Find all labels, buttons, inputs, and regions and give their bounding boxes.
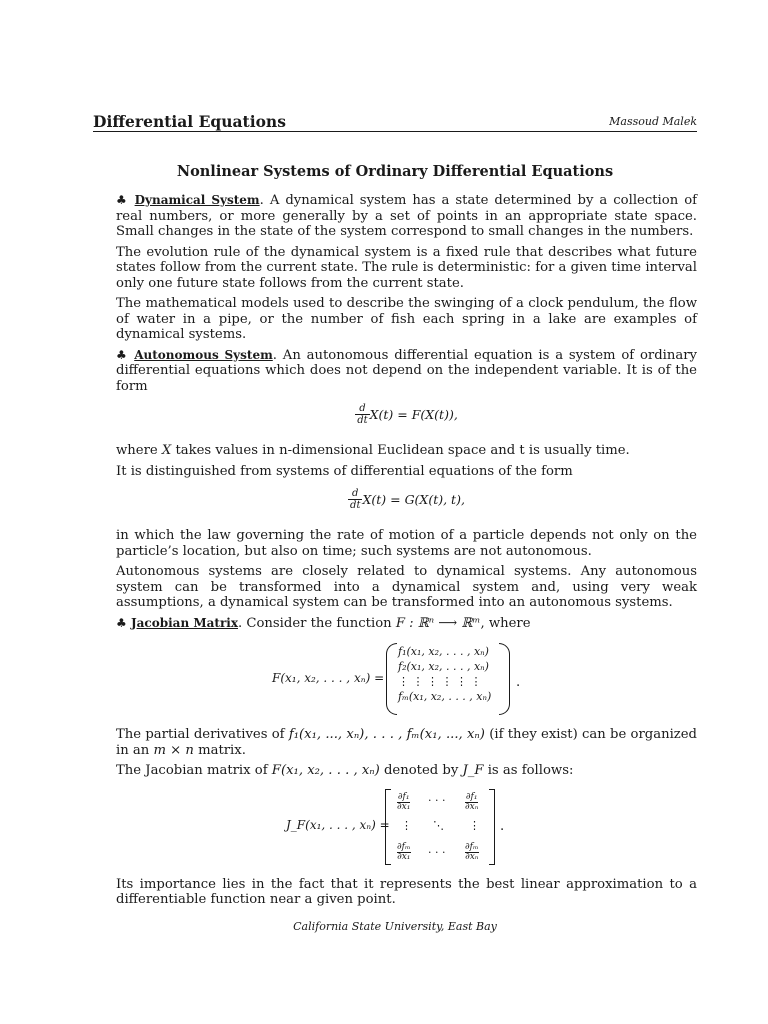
header-rule: [93, 131, 697, 132]
math-jf: J_F: [462, 763, 484, 778]
header-author: Massoud Malek: [609, 115, 697, 128]
jacobian-lhs: J_F(x₁, . . . , xₙ) =: [286, 817, 390, 832]
paragraph-closely-related: Autonomous systems are closely related to dynamical systems. Any autonomous system can be transformed into a dynamical system and, using very weak assumptions, a dynamical system can be transformed into an autonomous systems.: [116, 564, 697, 610]
fraction-numerator: d: [355, 403, 369, 415]
text-fragment: denoted by: [379, 763, 463, 778]
text-fragment: where: [116, 443, 162, 458]
math-x: X: [161, 443, 172, 458]
math-dimensions: m × n: [153, 742, 194, 758]
paragraph-evolution-rule: The evolution rule of the dynamical system is a fixed rule that describes what future states follow from the current state. The rule is deterministic: for a given time interval only one future state follows from the current state.: [116, 244, 697, 291]
paragraph-where-x: [116, 443, 697, 459]
vector-lhs: F(x₁, x₂, . . . , xₙ) =: [272, 671, 385, 685]
vdots: ⋮: [469, 818, 480, 832]
paragraph-text: . An autonomous differential equation is a system of ordinary differential equations which does not depend on the independent variable. It is of the form: [116, 347, 697, 394]
hdots: · · ·: [428, 845, 446, 859]
derivative-fraction: [348, 488, 362, 511]
document-title: Nonlinear Systems of Ordinary Differential Equations: [176, 163, 614, 180]
club-bullet-icon: ♣: [116, 347, 129, 362]
matrix-cell: [397, 793, 410, 812]
text-fragment: , where: [480, 615, 531, 631]
fraction-denominator: dt: [357, 415, 368, 426]
term-jacobian-matrix: Jacobian Matrix: [130, 615, 238, 630]
equation-nonautonomous: [116, 488, 697, 518]
right-paren: [499, 643, 510, 715]
cell-denominator: ∂x₁: [397, 801, 411, 812]
cell-numerator: ∂fₘ: [397, 841, 411, 852]
equation-autonomous: [116, 403, 697, 433]
left-paren: [386, 643, 397, 715]
cell-denominator: ∂x₁: [397, 851, 411, 862]
ddots: ⋱: [433, 818, 444, 832]
paragraph-distinguished: It is distinguished from systems of differential equations of the form: [116, 463, 573, 479]
paragraph-models: The mathematical models used to describe the swinging of a clock pendulum, the flow of water in a pipe, or the number of fish each spring in a lake are examples of dynamical systems.: [116, 296, 697, 342]
term-autonomous-system: Autonomous System: [134, 347, 273, 362]
cell-numerator: ∂f₁: [397, 791, 410, 802]
cell-denominator: ∂xₙ: [465, 851, 479, 862]
derivative-fraction: [355, 403, 369, 426]
math-function: F(x₁, x₂, . . . , xₙ): [271, 763, 380, 778]
document-body: [116, 193, 697, 913]
cell-denominator: ∂xₙ: [465, 801, 479, 812]
term-dynamical-system: Dynamical System: [134, 193, 260, 207]
fraction-denominator: dt: [350, 500, 361, 511]
club-bullet-icon: ♣: [116, 615, 127, 630]
vector-row: f₂(x₁, x₂, . . . , xₙ): [398, 660, 489, 673]
paragraph-text: . A dynamical system has a state determined by a collection of real numbers, or more generally by a set of points in an appropriate state space. Small changes in the state of the system correspond to small changes in the numbers.: [116, 193, 698, 239]
text-fragment: is as follows:: [483, 763, 574, 778]
paragraph-partial-derivatives: [116, 727, 697, 758]
matrix-cell: [465, 793, 478, 812]
club-bullet-icon: ♣: [116, 193, 129, 207]
paragraph-importance: Its importance lies in the fact that it represents the best linear approximation to a differentiable function near a given point.: [116, 876, 697, 907]
left-bracket: [385, 789, 391, 865]
text-fragment: The partial derivatives of: [116, 727, 289, 742]
vdots: ⋮: [401, 818, 412, 832]
vector-rows: [398, 644, 491, 704]
paragraph-jacobian-matrix: [116, 616, 697, 632]
equation-vector-function: [116, 643, 697, 717]
text-fragment: matrix.: [193, 742, 246, 758]
vector-row: fₘ(x₁, x₂, . . . , xₙ): [398, 690, 492, 703]
period: .: [516, 675, 521, 690]
cell-numerator: ∂fₘ: [465, 841, 479, 852]
paragraph-autonomous-system: [116, 348, 697, 395]
paragraph-dynamical-system: [116, 193, 697, 240]
fraction-numerator: d: [348, 488, 362, 500]
period: .: [500, 818, 505, 834]
text-fragment: . Consider the function: [238, 615, 396, 631]
equation-rhs: X(t) = F(X(t)),: [369, 406, 458, 422]
running-header: [93, 112, 697, 130]
paragraph-law-governing: in which the law governing the rate of motion of a particle depends not only on the particle’s location, but also on time; such systems are not autonomous.: [116, 528, 697, 559]
header-title: Differential Equations: [93, 112, 286, 131]
hdots: · · ·: [428, 793, 446, 807]
text-fragment: (if they exist) can be organized in an: [116, 727, 697, 758]
right-bracket: [489, 789, 495, 865]
vector-row: f₁(x₁, x₂, . . . , xₙ): [398, 645, 489, 658]
matrix-cell: [397, 843, 411, 862]
cell-numerator: ∂f₁: [465, 791, 478, 802]
paragraph-jacobian-definition: [116, 763, 697, 779]
text-fragment: The Jacobian matrix of: [116, 763, 272, 778]
equation-rhs: X(t) = G(X(t), t),: [362, 491, 465, 507]
column-vector: [386, 643, 510, 715]
math-function-signature: F : ℝⁿ ⟶ ℝᵐ: [395, 615, 481, 631]
vector-row: ⋮ ⋮ ⋮ ⋮ ⋮ ⋮: [398, 675, 482, 688]
matrix-cell: [465, 843, 479, 862]
text-fragment: takes values in n-dimensional Euclidean space and t is usually time.: [171, 443, 630, 458]
equation-jacobian: [116, 789, 697, 867]
math-functions: f₁(x₁, ..., xₙ), . . . , fₘ(x₁, ..., xₙ): [288, 727, 485, 742]
page-footer: California State University, East Bay: [293, 920, 497, 933]
jacobian-matrix: [385, 789, 495, 865]
